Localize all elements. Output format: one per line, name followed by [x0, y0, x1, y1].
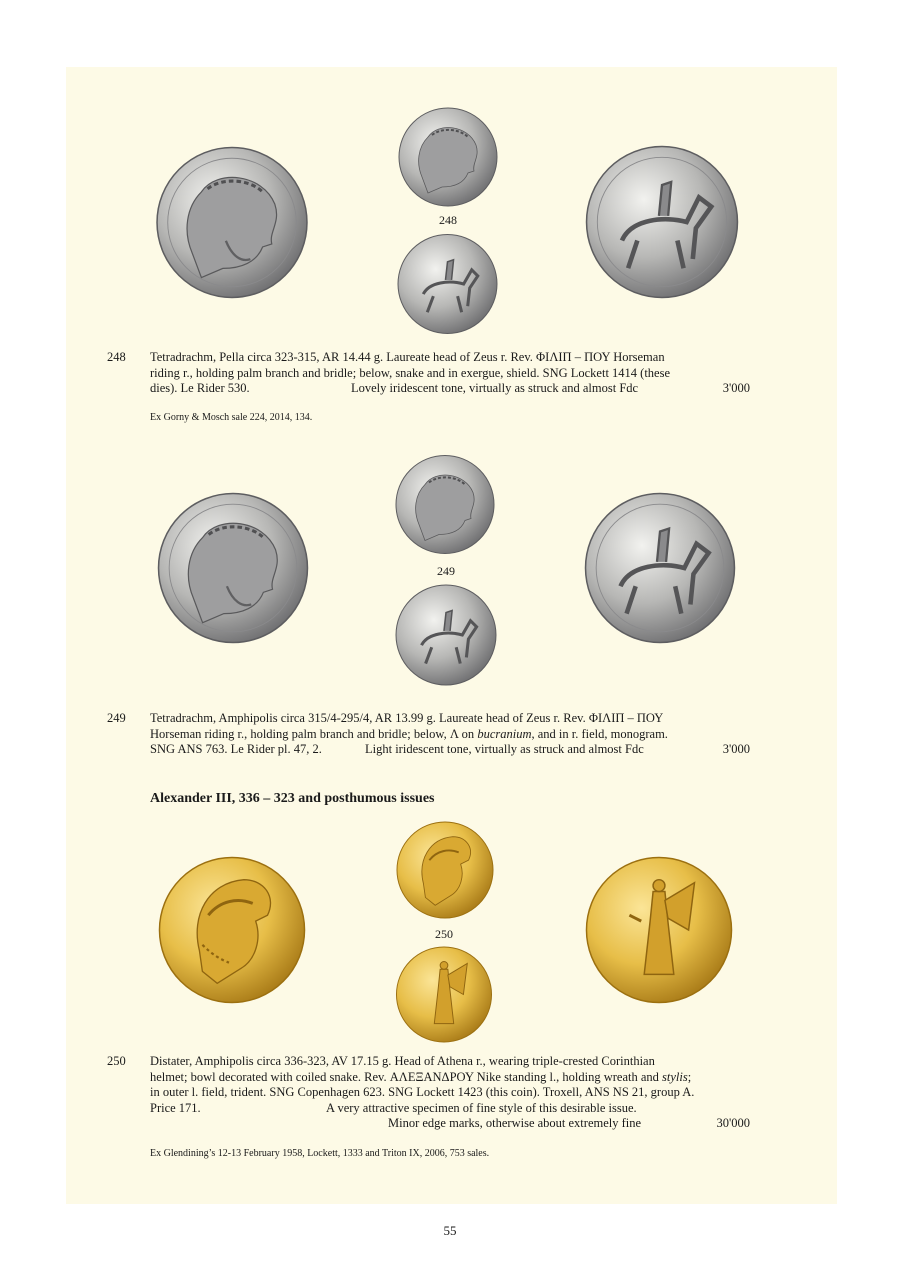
description-italic: bucranium [477, 726, 532, 741]
page-number: 55 [443, 1223, 457, 1238]
lot-number: 250 [107, 1054, 126, 1068]
coin-249-obverse-small [395, 454, 495, 555]
coin-249-reverse-large [583, 492, 737, 644]
zeus-head-icon [156, 492, 310, 644]
horseman-icon [397, 233, 498, 335]
lot-description [150, 711, 750, 758]
section-heading: Alexander III, 336 – 323 and posthumous issues [150, 791, 435, 806]
references-text: SNG ANS 763. Le Rider pl. 47, 2. [150, 742, 322, 756]
references-text: Price 171. [150, 1100, 201, 1115]
coin-248-reverse-large [585, 143, 739, 301]
condition-text: Light iridescent tone, virtually as struck and almost Fdc [365, 742, 644, 756]
lot-description [150, 1054, 750, 1132]
description-line: Tetradrachm, Amphipolis circa 315/4-295/4, AR 13.99 g. Laureate head of Zeus r. Rev. ΦΙΛΙΠ – ΠΟΥ [150, 711, 664, 725]
coin-250-reverse-large [582, 856, 736, 1004]
estimate-price: 3'000 [722, 742, 750, 756]
coin-lot-label: 248 [439, 213, 457, 227]
description-line: Distater, Amphipolis circa 336-323, AV 17.15 g. Head of Athena r., wearing triple-crested Corinthian [150, 1054, 655, 1068]
description-line: in outer l. field, trident. SNG Copenhagen 623. SNG Lockett 1423 (this coin). Troxell, ANS NS 21, group A. [150, 1085, 695, 1099]
lot-description [150, 350, 750, 397]
coin-248-obverse-small [396, 107, 500, 207]
nike-icon [394, 946, 494, 1043]
description-line [150, 1070, 750, 1086]
description-text: ; [687, 1069, 692, 1084]
coin-250-obverse-large [155, 856, 309, 1004]
horseman-icon [585, 143, 739, 301]
provenance-note: Ex Glendining’s 12-13 February 1958, Lockett, 1333 and Triton IX, 2006, 753 sales. [150, 1148, 490, 1159]
description-line-final [150, 381, 750, 397]
description-text: helmet; bowl decorated with coiled snake. Rev. ΑΛΕΞΑΝΔΡΟΥ Nike standing l., holding wreath and [150, 1069, 663, 1084]
coin-249-reverse-small [394, 584, 498, 686]
zeus-head-icon [396, 107, 500, 207]
description-line [150, 1101, 750, 1117]
nike-icon [582, 856, 736, 1004]
description-text: , and in r. field, monogram. [531, 726, 668, 741]
estimate-price: 30'000 [716, 1116, 750, 1130]
condition-text: A very attractive specimen of fine style of this desirable issue. [326, 1100, 637, 1115]
condition-text: Minor edge marks, otherwise about extremely fine [388, 1116, 642, 1130]
description-line: riding r., holding palm branch and bridle; below, snake and in exergue, shield. SNG Lockett 1414 (these [150, 365, 671, 380]
coin-lot-label: 250 [435, 927, 453, 941]
coin-248-obverse-large [152, 146, 312, 299]
description-text: Horseman riding r., holding palm branch and bridle; below, Λ on [150, 726, 478, 741]
description-line: Tetradrachm, Pella circa 323-315, AR 14.44 g. Laureate head of Zeus r. Rev. ΦΙΛΙΠ – ΠΟΥ Horseman [150, 350, 665, 364]
coin-lot-label: 249 [437, 564, 455, 578]
coin-248-reverse-small [397, 233, 498, 335]
zeus-head-icon [152, 146, 312, 299]
description-line [150, 727, 750, 743]
lot-number: 249 [107, 711, 126, 725]
description-italic: stylis [662, 1069, 688, 1084]
coin-250-obverse-small [396, 820, 494, 920]
estimate-price: 3'000 [722, 381, 750, 395]
horseman-icon [583, 492, 737, 644]
athena-head-icon [396, 820, 494, 920]
athena-head-icon [155, 856, 309, 1004]
description-line-final [150, 742, 750, 758]
horseman-icon [394, 584, 498, 686]
coin-249-obverse-large [156, 492, 310, 644]
condition-text: Lovely iridescent tone, virtually as struck and almost Fdc [351, 381, 639, 395]
provenance-note: Ex Gorny & Mosch sale 224, 2014, 134. [150, 412, 313, 423]
zeus-head-icon [395, 454, 495, 555]
lot-number: 248 [107, 350, 126, 364]
references-text: dies). Le Rider 530. [150, 381, 250, 395]
description-line-final [150, 1116, 750, 1132]
coin-250-reverse-small [394, 946, 494, 1043]
